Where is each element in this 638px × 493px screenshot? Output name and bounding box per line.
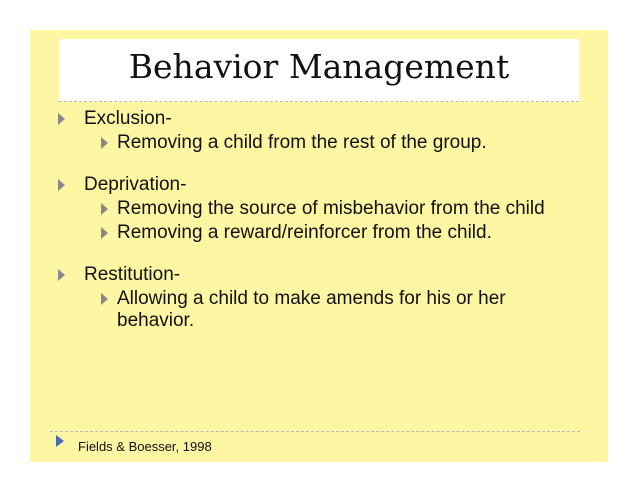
slide-content	[50, 108, 590, 332]
bullet-item-text: Removing a reward/reinforcer from the child.	[117, 222, 492, 243]
bullet-item-text: Allowing a child to make amends for his or her behavior.	[117, 288, 506, 331]
bullet-item	[50, 132, 590, 154]
section-heading-exclusion	[50, 108, 590, 130]
slide-title: Behavior Management	[128, 47, 510, 86]
triangle-arrow-icon	[56, 435, 64, 447]
triangle-bullet-icon	[101, 137, 108, 149]
section-heading-deprivation	[50, 174, 590, 196]
section-heading-text: Restitution-	[84, 264, 181, 285]
title-box	[59, 39, 579, 102]
bullet-item-text: Removing a child from the rest of the group.	[117, 132, 487, 153]
section-heading-text: Exclusion-	[84, 108, 172, 129]
triangle-bullet-icon	[58, 113, 65, 125]
section-heading-restitution	[50, 264, 590, 286]
slide	[30, 30, 608, 462]
section-heading-text: Deprivation-	[84, 174, 187, 195]
bullet-item	[50, 288, 590, 332]
triangle-bullet-icon	[58, 179, 65, 191]
bullet-item-text: Removing the source of misbehavior from the child	[117, 198, 545, 219]
bullet-item	[50, 198, 590, 220]
footer-divider	[50, 431, 580, 432]
bullet-item	[50, 222, 590, 244]
triangle-bullet-icon	[101, 227, 108, 239]
triangle-bullet-icon	[101, 293, 108, 305]
footer-citation: Fields & Boesser, 1998	[78, 439, 212, 454]
triangle-bullet-icon	[101, 203, 108, 215]
triangle-bullet-icon	[58, 269, 65, 281]
